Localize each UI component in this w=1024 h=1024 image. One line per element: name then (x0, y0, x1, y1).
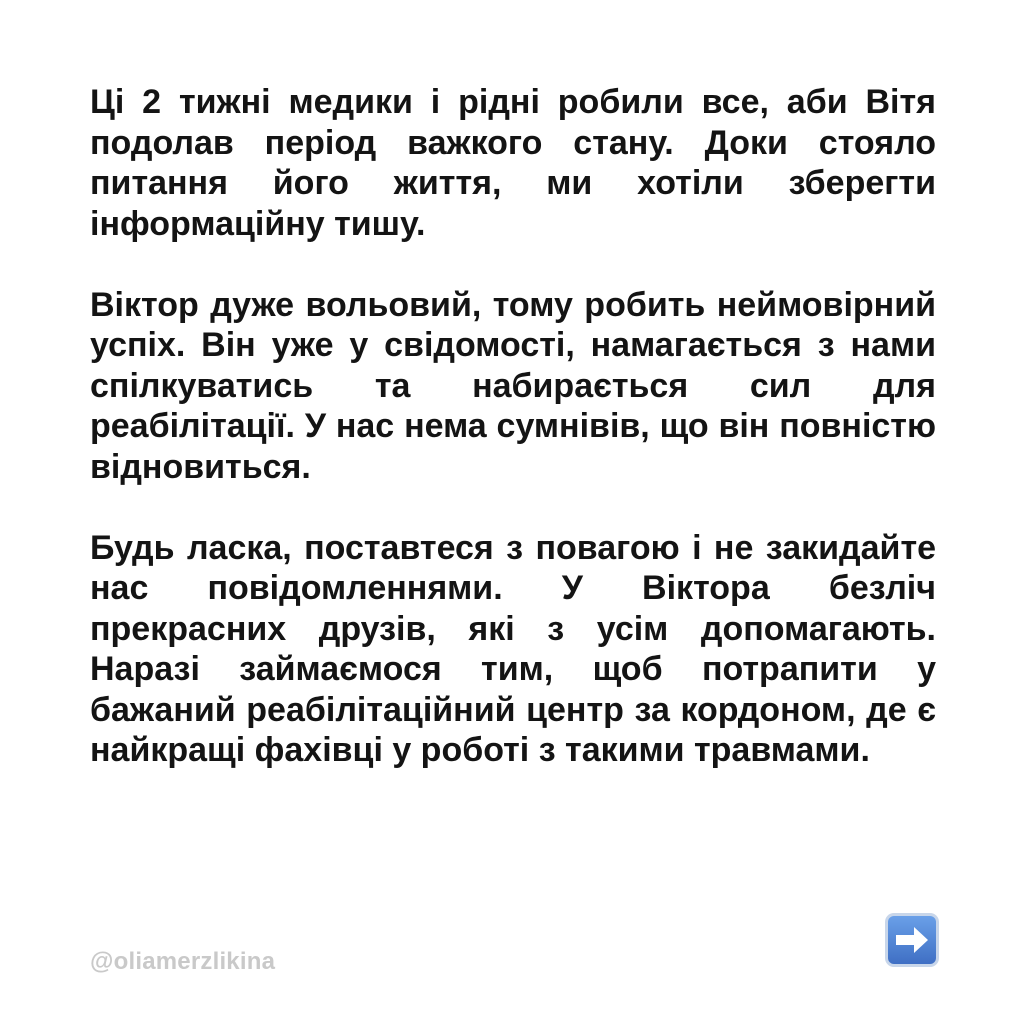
paragraph-1: Ці 2 тижні медики і рідні робили все, аби Вітя подолав період важкого стану. Доки стояло питання його життя, ми хотіли зберегти інформаційну тишу. (90, 83, 936, 243)
right-arrow-icon (884, 912, 940, 968)
paragraph-3: Будь ласка, поставтеся з повагою і не закидайте нас повідомленнями. У Віктора безліч прекрасних друзів, які з усім допомагають. Наразі займаємося тим, щоб потрапити у бажаний реабілітаційний центр за кордоном, де є найкращі фахівці у роботі з такими травмами. (90, 528, 936, 769)
post-text (90, 82, 936, 771)
paragraph-2: Віктор дуже вольовий, тому робить неймовірний успіх. Він уже у свідомості, намагається з нами спілкуватись та набирається сил для реабілітації. У нас нема сумнівів, що він повністю відновиться. (90, 285, 936, 486)
author-handle: @oliamerzlikina (90, 948, 276, 975)
next-slide-button[interactable] (884, 912, 940, 968)
